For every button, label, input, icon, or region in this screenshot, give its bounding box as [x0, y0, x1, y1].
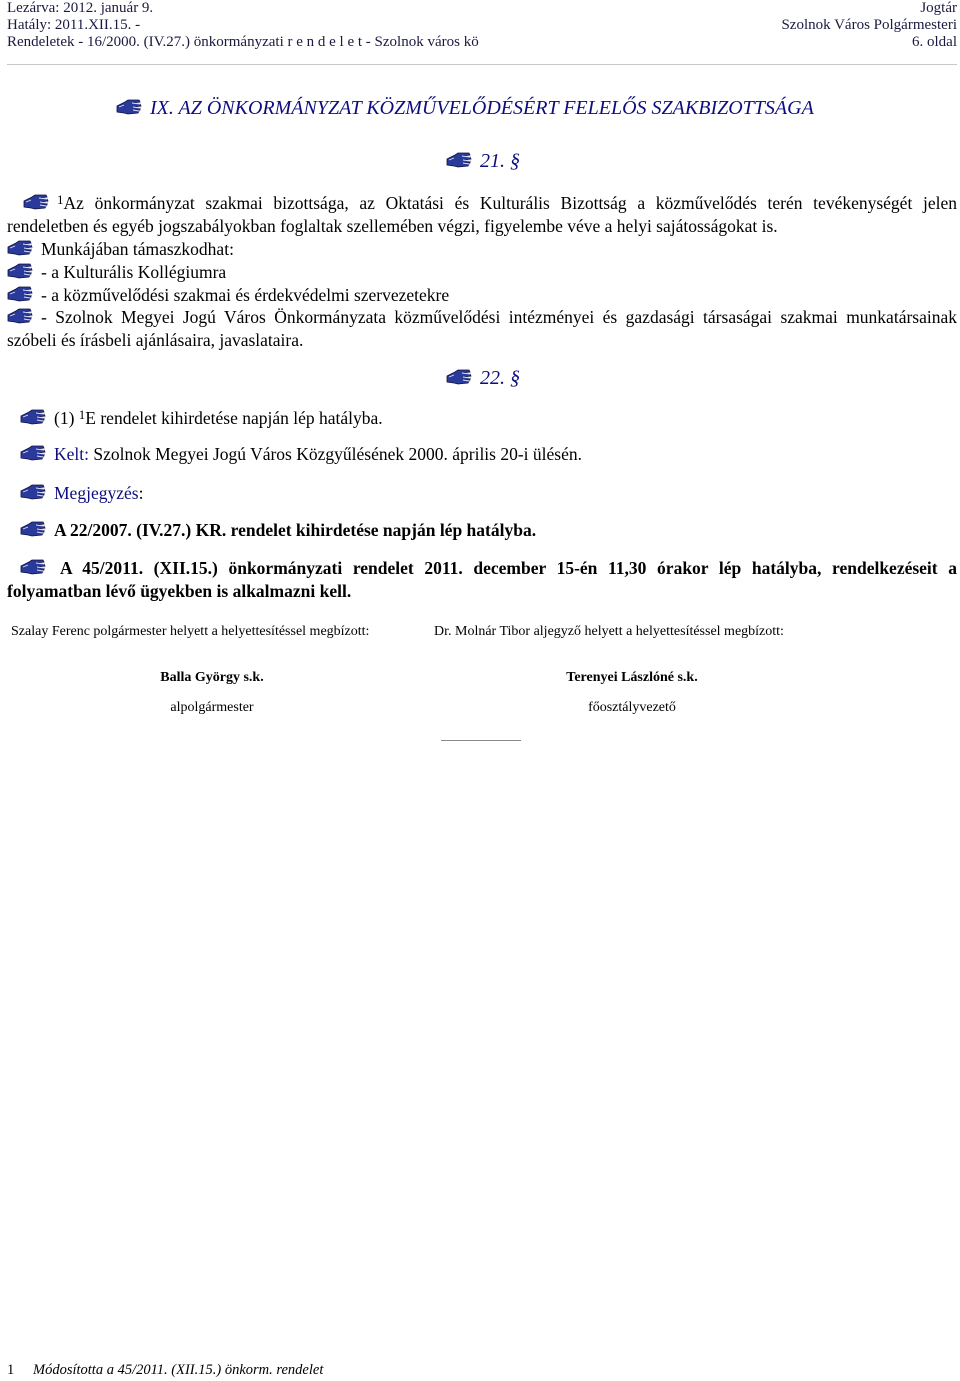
header-effective: Hatály: 2011.XII.15. - [7, 17, 141, 33]
signer-title-left: alpolgármester [170, 700, 254, 715]
header-page-number: 6. oldal [912, 34, 957, 50]
pointing-hand-icon[interactable] [116, 97, 142, 117]
pointing-hand-icon[interactable] [446, 150, 472, 170]
note-heading: Megjegyzés: [20, 482, 143, 505]
kelt-label: Kelt: [54, 444, 89, 464]
header-document-title: Rendeletek - 16/2000. (IV.27.) önkormányzati r e n d e l e t - Szolnok város kö [7, 34, 479, 50]
note-item: A 45/2011. (XII.15.) önkormányzati rendelet 2011. december 15-én 11,30 órakor lép hatályba, rendelkezéseit a folyamatban lévő ügyekben is alkalmazni kell. [7, 558, 957, 601]
pointing-hand-icon[interactable] [446, 367, 472, 387]
kelt-line: Kelt: Szolnok Megyei Jogú Város Közgyűlésének 2000. április 20-i ülésén. [20, 443, 582, 466]
header-publisher: Szolnok Város Polgármesteri [781, 17, 957, 33]
pointing-hand-icon[interactable] [20, 557, 46, 577]
pointing-hand-icon[interactable] [7, 238, 33, 258]
list-item: - a Kulturális Kollégiumra [7, 261, 226, 284]
pointing-hand-icon[interactable] [23, 192, 49, 212]
pointing-hand-icon[interactable] [7, 261, 33, 281]
section-21-heading: 21. § [446, 150, 520, 173]
header-divider [7, 64, 957, 65]
signature-caption-left: Szalay Ferenc polgármester helyett a helyettesítéssel megbízott: [11, 624, 370, 639]
section-22-heading: 22. § [446, 367, 520, 390]
note-item: A 22/2007. (IV.27.) KR. rendelet kihirdetése napján lép hatályba. [20, 519, 536, 542]
signer-name-left: Balla György s.k. [160, 670, 264, 685]
pointing-hand-icon[interactable] [20, 407, 46, 427]
header-source: Jogtár [920, 0, 957, 16]
section-22-paragraph: (1) $^1$E rendelet kihirdetése napján lép hatályba. [20, 407, 383, 430]
list-item: - Szolnok Megyei Jogú Város Önkormányzata közművelődési intézményei és gazdasági társaságai szakmai munkatársainak szóbeli és írásbeli ajánlásaira, javaslataira. [7, 307, 957, 350]
support-intro: Munkájában támaszkodhat: [7, 238, 234, 261]
signer-name-right: Terenyei Lászlóné s.k. [566, 670, 698, 685]
pointing-hand-icon[interactable] [7, 284, 33, 304]
footnote-ref[interactable]: 1 [57, 192, 64, 207]
pointing-hand-icon[interactable] [20, 482, 46, 502]
page-header-right [781, 0, 957, 51]
end-separator [441, 740, 521, 741]
footnote-number: 1 [7, 1362, 15, 1378]
pointing-hand-icon[interactable] [20, 519, 46, 539]
page-header-left [7, 0, 479, 51]
header-closed-date: Lezárva: 2012. január 9. [7, 0, 154, 16]
footnote [7, 1362, 323, 1379]
signer-title-right: főosztályvezető [588, 700, 676, 715]
footnote-ref[interactable]: 1 [78, 407, 86, 422]
list-item: - a közművelődési szakmai és érdekvédelmi szervezetekre [7, 284, 449, 307]
chapter-title: IX. AZ ÖNKORMÁNYZAT KÖZMŰVELŐDÉSÉRT FELELŐS SZAKBIZOTTSÁGA [116, 97, 814, 120]
signature-caption-right: Dr. Molnár Tibor aljegyző helyett a helyettesítéssel megbízott: [434, 624, 784, 639]
section-21-paragraph: $^1$Az önkormányzat szakmai bizottsága, az Oktatási és Kulturális Bizottság a közművelődés terén tevékenységét jelen rendeletben és egyéb jogszabályokban foglaltak szellemében végzi, figyelembe véve a helyi sajátosságokat is. [7, 192, 957, 236]
pointing-hand-icon[interactable] [7, 306, 33, 326]
pointing-hand-icon[interactable] [20, 443, 46, 463]
footnote-text: Módosította a 45/2011. (XII.15.) önkorm. rendelet [33, 1362, 324, 1378]
